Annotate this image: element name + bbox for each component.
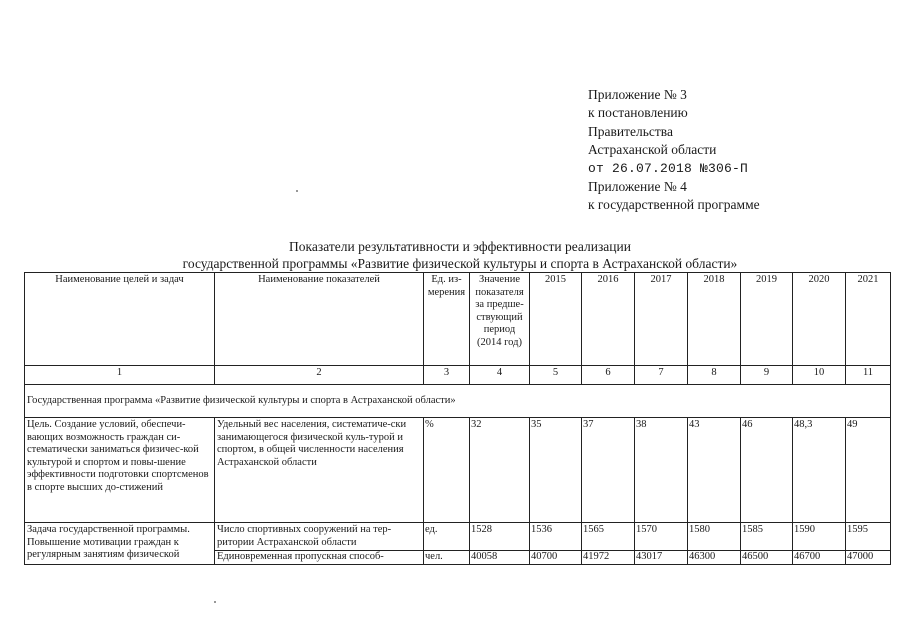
column-number: 5 — [530, 366, 582, 385]
value-cell: 41972 — [582, 551, 635, 565]
value-cell: 35 — [530, 418, 582, 523]
value-cell: 46700 — [793, 551, 846, 565]
header-goals: Наименование целей и задач — [25, 273, 215, 366]
approval-line: к постановлению — [588, 105, 688, 121]
value-cell: 49 — [846, 418, 891, 523]
indicator-cell: Число спортивных сооружений на тер-ритории Астраханской области — [215, 523, 424, 551]
table-header-row — [25, 273, 891, 366]
column-number: 9 — [741, 366, 793, 385]
goal-cell: Цель. Создание условий, обеспечи-вающих возможность граждан си-стематически заниматься физичес-кой культурой и спортом и повы-шение эффективности подготовки спортсменов в спорте высших до-стижений — [25, 418, 215, 523]
column-number: 10 — [793, 366, 846, 385]
unit-cell: ед. — [424, 523, 470, 551]
header-2016: 2016 — [582, 273, 635, 366]
value-cell: 43017 — [635, 551, 688, 565]
header-indicators: Наименование показателей — [215, 273, 424, 366]
column-number: 11 — [846, 366, 891, 385]
indicator-cell: Удельный вес населения, систематиче-ски занимающегося физической куль-турой и спортом, в общей численности населения Астраханской области — [215, 418, 424, 523]
indicator-cell: Единовременная пропускная способ- — [215, 551, 424, 565]
value-cell: 40700 — [530, 551, 582, 565]
value-cell: 46500 — [741, 551, 793, 565]
program-title-cell: Государственная программа «Развитие физической культуры и спорта в Астраханской области» — [25, 385, 891, 418]
column-number: 4 — [470, 366, 530, 385]
header-2020: 2020 — [793, 273, 846, 366]
unit-cell: чел. — [424, 551, 470, 565]
value-cell: 46 — [741, 418, 793, 523]
header-2015: 2015 — [530, 273, 582, 366]
value-cell: 47000 — [846, 551, 891, 565]
table-row — [25, 418, 891, 523]
header-previous-period: Значение показателя за предше-ствующий период (2014 год) — [470, 273, 530, 366]
unit-cell: % — [424, 418, 470, 523]
scan-speck — [296, 190, 298, 192]
approval-line: к государственной программе — [588, 197, 760, 213]
column-number: 2 — [215, 366, 424, 385]
header-2019: 2019 — [741, 273, 793, 366]
approval-block — [588, 86, 848, 215]
task-cell: Задача государственной программы. Повышение мотивации граждан к регулярным занятиям физической — [25, 523, 215, 565]
title-line-1: Показатели результативности и эффективности реализации — [289, 239, 631, 254]
header-2018: 2018 — [688, 273, 741, 366]
value-cell: 1590 — [793, 523, 846, 551]
value-cell: 40058 — [470, 551, 530, 565]
value-cell: 43 — [688, 418, 741, 523]
value-cell: 1528 — [470, 523, 530, 551]
approval-line: Астраханской области — [588, 142, 717, 158]
value-cell: 32 — [470, 418, 530, 523]
value-cell: 1570 — [635, 523, 688, 551]
title-line-2: государственной программы «Развитие физической культуры и спорта в Астраханской области» — [182, 256, 738, 271]
header-unit: Ед. из-мерения — [424, 273, 470, 366]
approval-date-number: от 26.07.2018 №306-П — [588, 160, 749, 176]
column-number: 6 — [582, 366, 635, 385]
value-cell: 48,3 — [793, 418, 846, 523]
column-number: 7 — [635, 366, 688, 385]
value-cell: 1565 — [582, 523, 635, 551]
value-cell: 46300 — [688, 551, 741, 565]
value-cell: 38 — [635, 418, 688, 523]
header-2017: 2017 — [635, 273, 688, 366]
scan-speck — [214, 601, 216, 603]
value-cell: 1536 — [530, 523, 582, 551]
approval-line: Приложение № 3 — [588, 87, 687, 102]
indicators-table — [24, 272, 891, 565]
value-cell: 1580 — [688, 523, 741, 551]
column-number: 8 — [688, 366, 741, 385]
value-cell: 1585 — [741, 523, 793, 551]
table-row — [25, 523, 891, 551]
value-cell: 37 — [582, 418, 635, 523]
approval-line: Приложение № 4 — [588, 179, 687, 195]
column-number: 1 — [25, 366, 215, 385]
column-number-row — [25, 366, 891, 385]
program-row — [25, 385, 891, 418]
document-title — [100, 238, 820, 272]
header-2021: 2021 — [846, 273, 891, 366]
approval-line: Правительства — [588, 123, 673, 139]
column-number: 3 — [424, 366, 470, 385]
value-cell: 1595 — [846, 523, 891, 551]
